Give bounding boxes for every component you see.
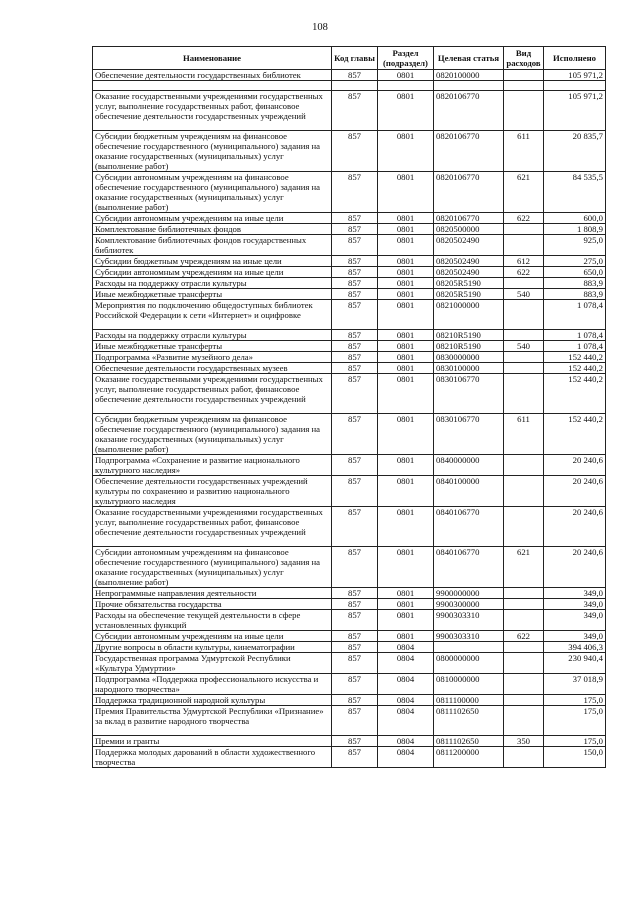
row-code: 857 (332, 414, 378, 455)
row-section: 0801 (378, 476, 434, 507)
row-executed: 37 018,9 (544, 674, 606, 695)
row-code: 857 (332, 330, 378, 341)
table-row (93, 653, 606, 674)
row-section: 0804 (378, 674, 434, 695)
row-section: 0801 (378, 352, 434, 363)
row-executed: 1 078,4 (544, 330, 606, 341)
header-section: Раздел (подраздел) (378, 47, 434, 70)
row-executed: 275,0 (544, 256, 606, 267)
row-section: 0801 (378, 374, 434, 414)
row-target: 9900300000 (434, 599, 504, 610)
row-type (504, 610, 544, 631)
table-row (93, 363, 606, 374)
row-executed: 925,0 (544, 235, 606, 256)
table-body (93, 70, 606, 768)
row-section: 0801 (378, 278, 434, 289)
row-section: 0801 (378, 363, 434, 374)
row-type: 612 (504, 256, 544, 267)
row-name: Другие вопросы в области культуры, кинематографии (93, 642, 332, 653)
table-row (93, 599, 606, 610)
row-section: 0801 (378, 91, 434, 131)
header-type: Вид расходов (504, 47, 544, 70)
table-row (93, 256, 606, 267)
table-row (93, 131, 606, 172)
row-executed: 150,0 (544, 747, 606, 768)
row-code: 857 (332, 267, 378, 278)
row-type (504, 642, 544, 653)
row-type: 621 (504, 547, 544, 588)
table-row (93, 172, 606, 213)
row-executed: 349,0 (544, 599, 606, 610)
row-code: 857 (332, 631, 378, 642)
table-row (93, 91, 606, 131)
row-section: 0804 (378, 653, 434, 674)
row-type (504, 352, 544, 363)
row-target: 0820502490 (434, 267, 504, 278)
table-row (93, 341, 606, 352)
table-row (93, 610, 606, 631)
row-name: Подпрограмма «Поддержка профессионального искусства и народного творчества» (93, 674, 332, 695)
row-type: 622 (504, 213, 544, 224)
row-type (504, 235, 544, 256)
row-target: 0820106770 (434, 213, 504, 224)
row-code: 857 (332, 213, 378, 224)
row-code: 857 (332, 736, 378, 747)
row-target: 0811100000 (434, 695, 504, 706)
row-type (504, 674, 544, 695)
row-target: 0810000000 (434, 674, 504, 695)
row-type (504, 300, 544, 330)
row-executed: 394 406,3 (544, 642, 606, 653)
row-executed: 1 808,9 (544, 224, 606, 235)
row-section: 0801 (378, 631, 434, 642)
table-row (93, 695, 606, 706)
row-section: 0801 (378, 289, 434, 300)
row-executed: 20 240,6 (544, 507, 606, 547)
header-name: Наименование (93, 47, 332, 70)
row-code: 857 (332, 695, 378, 706)
table-row (93, 374, 606, 414)
row-type (504, 363, 544, 374)
row-type (504, 330, 544, 341)
row-name: Субсидии бюджетным учреждениям на финансовое обеспечение государственного (муниципального) задания на оказание государственных (муниципальных) услуг (выполнение работ) (93, 131, 332, 172)
row-name: Субсидии автономным учреждениям на финансовое обеспечение государственного (муниципального) задания на оказание государственных (муниципальных) услуг (выполнение работ) (93, 547, 332, 588)
row-code: 857 (332, 547, 378, 588)
row-executed: 20 240,6 (544, 476, 606, 507)
row-executed: 20 240,6 (544, 455, 606, 476)
row-section: 0801 (378, 341, 434, 352)
row-name: Обеспечение деятельности государственных учреждений культуры по сохранению и развитию национального культурного наследия (93, 476, 332, 507)
row-code: 857 (332, 706, 378, 736)
row-name: Поддержка традиционной народной культуры (93, 695, 332, 706)
row-executed: 883,9 (544, 289, 606, 300)
row-executed: 883,9 (544, 278, 606, 289)
table-row (93, 235, 606, 256)
row-name: Расходы на обеспечение текущей деятельности в сфере установленных функций (93, 610, 332, 631)
table-row (93, 414, 606, 455)
row-target (434, 81, 504, 91)
row-name: Иные межбюджетные трансферты (93, 289, 332, 300)
row-name: Субсидии автономным учреждениям на иные цели (93, 631, 332, 642)
row-name: Комплектование библиотечных фондов (93, 224, 332, 235)
row-section: 0801 (378, 507, 434, 547)
row-section: 0801 (378, 599, 434, 610)
table-row (93, 642, 606, 653)
row-type: 540 (504, 341, 544, 352)
row-section: 0804 (378, 706, 434, 736)
table-row (93, 747, 606, 768)
row-target: 0840100000 (434, 476, 504, 507)
row-code (332, 81, 378, 91)
row-code: 857 (332, 653, 378, 674)
row-type (504, 374, 544, 414)
row-section (378, 81, 434, 91)
row-target: 0821000000 (434, 300, 504, 330)
row-executed (544, 81, 606, 91)
row-name: Прочие обязательства государства (93, 599, 332, 610)
row-executed: 152 440,2 (544, 414, 606, 455)
row-code: 857 (332, 610, 378, 631)
row-type (504, 278, 544, 289)
row-code: 857 (332, 91, 378, 131)
row-code: 857 (332, 642, 378, 653)
row-executed: 1 078,4 (544, 341, 606, 352)
row-type (504, 81, 544, 91)
row-section: 0801 (378, 224, 434, 235)
row-name: Государственная программа Удмуртской Республики «Культура Удмуртии» (93, 653, 332, 674)
row-code: 857 (332, 588, 378, 599)
table-row (93, 300, 606, 330)
row-type: 611 (504, 414, 544, 455)
row-target: 0830106770 (434, 414, 504, 455)
row-section: 0801 (378, 547, 434, 588)
row-executed: 105 971,2 (544, 91, 606, 131)
row-target: 0820106770 (434, 172, 504, 213)
table-row (93, 674, 606, 695)
row-name: Мероприятия по подключению общедоступных библиотек Российской Федерации к сети «Интернет» и оцифровке (93, 300, 332, 330)
header-executed: Исполнено (544, 47, 606, 70)
row-type (504, 588, 544, 599)
row-section: 0804 (378, 642, 434, 653)
row-section: 0801 (378, 455, 434, 476)
table-row (93, 267, 606, 278)
table-row (93, 631, 606, 642)
table-row (93, 81, 606, 91)
row-executed: 175,0 (544, 736, 606, 747)
row-executed: 152 440,2 (544, 352, 606, 363)
row-target: 08210R5190 (434, 341, 504, 352)
row-section: 0801 (378, 131, 434, 172)
table-row (93, 352, 606, 363)
row-section: 0804 (378, 695, 434, 706)
row-target: 0820500000 (434, 224, 504, 235)
row-section: 0801 (378, 610, 434, 631)
row-code: 857 (332, 278, 378, 289)
page-number: 108 (312, 22, 328, 33)
row-executed: 175,0 (544, 706, 606, 736)
row-section: 0804 (378, 747, 434, 768)
row-target: 0840000000 (434, 455, 504, 476)
row-code: 857 (332, 131, 378, 172)
row-target: 0830100000 (434, 363, 504, 374)
row-executed: 349,0 (544, 588, 606, 599)
row-type (504, 91, 544, 131)
row-name: Премии и гранты (93, 736, 332, 747)
row-target (434, 642, 504, 653)
table-row (93, 455, 606, 476)
row-code: 857 (332, 256, 378, 267)
row-type: 611 (504, 131, 544, 172)
row-name: Субсидии бюджетным учреждениям на иные цели (93, 256, 332, 267)
row-target: 0830000000 (434, 352, 504, 363)
row-section: 0801 (378, 256, 434, 267)
table-row (93, 588, 606, 599)
row-name: Оказание государственными учреждениями государственных услуг, выполнение государственных работ, финансовое обеспечение деятельности государственных учреждений (93, 91, 332, 131)
row-section: 0801 (378, 330, 434, 341)
budget-table (92, 46, 606, 768)
row-section: 0801 (378, 267, 434, 278)
row-target: 08205R5190 (434, 289, 504, 300)
row-target: 0840106770 (434, 507, 504, 547)
row-code: 857 (332, 289, 378, 300)
row-name: Субсидии автономным учреждениям на финансовое обеспечение государственного (муниципального) задания на оказание государственных (муниципальных) услуг (выполнение работ) (93, 172, 332, 213)
row-executed: 105 971,2 (544, 70, 606, 81)
row-code: 857 (332, 747, 378, 768)
table-row (93, 736, 606, 747)
row-executed: 20 240,6 (544, 547, 606, 588)
row-executed: 650,0 (544, 267, 606, 278)
row-name: Обеспечение деятельности государственных библиотек (93, 70, 332, 81)
row-section: 0801 (378, 588, 434, 599)
table-header (93, 47, 606, 70)
row-section: 0801 (378, 235, 434, 256)
row-code: 857 (332, 352, 378, 363)
row-code: 857 (332, 224, 378, 235)
row-target: 0830106770 (434, 374, 504, 414)
row-target: 0811200000 (434, 747, 504, 768)
table-row (93, 213, 606, 224)
row-type (504, 476, 544, 507)
row-target: 08205R5190 (434, 278, 504, 289)
row-target: 0800000000 (434, 653, 504, 674)
row-executed: 349,0 (544, 631, 606, 642)
row-name: Подпрограмма «Развитие музейного дела» (93, 352, 332, 363)
row-name: Иные межбюджетные трансферты (93, 341, 332, 352)
row-executed: 152 440,2 (544, 374, 606, 414)
table-row (93, 476, 606, 507)
table-row (93, 224, 606, 235)
row-executed: 1 078,4 (544, 300, 606, 330)
table-row (93, 70, 606, 81)
row-code: 857 (332, 300, 378, 330)
row-executed: 349,0 (544, 610, 606, 631)
row-type (504, 653, 544, 674)
row-code: 857 (332, 476, 378, 507)
row-code: 857 (332, 455, 378, 476)
row-name: Подпрограмма «Сохранение и развитие национального культурного наследия» (93, 455, 332, 476)
row-name: Непрограммные направления деятельности (93, 588, 332, 599)
row-section: 0801 (378, 70, 434, 81)
row-code: 857 (332, 70, 378, 81)
row-target: 9900000000 (434, 588, 504, 599)
row-executed: 84 535,5 (544, 172, 606, 213)
row-target: 0820100000 (434, 70, 504, 81)
row-target: 0820106770 (434, 131, 504, 172)
row-type: 540 (504, 289, 544, 300)
row-type (504, 747, 544, 768)
table-row (93, 289, 606, 300)
row-executed: 600,0 (544, 213, 606, 224)
row-name: Субсидии автономным учреждениям на иные цели (93, 267, 332, 278)
row-target: 08210R5190 (434, 330, 504, 341)
row-name: Премия Правительства Удмуртской Республики «Признание» за вклад в развитие народного творчества (93, 706, 332, 736)
row-target: 0820106770 (434, 91, 504, 131)
row-code: 857 (332, 363, 378, 374)
row-name: Оказание государственными учреждениями государственных услуг, выполнение государственных работ, финансовое обеспечение деятельности государственных учреждений (93, 374, 332, 414)
row-type: 621 (504, 172, 544, 213)
table-row (93, 330, 606, 341)
table-row (93, 706, 606, 736)
row-code: 857 (332, 235, 378, 256)
row-type: 622 (504, 267, 544, 278)
row-target: 0820502490 (434, 235, 504, 256)
row-section: 0801 (378, 300, 434, 330)
row-name: Субсидии автономным учреждениям на иные цели (93, 213, 332, 224)
row-section: 0804 (378, 736, 434, 747)
row-target: 0811102650 (434, 706, 504, 736)
row-target: 0820502490 (434, 256, 504, 267)
row-executed: 20 835,7 (544, 131, 606, 172)
row-name: Обеспечение деятельности государственных музеев (93, 363, 332, 374)
row-type (504, 455, 544, 476)
row-type (504, 695, 544, 706)
row-code: 857 (332, 674, 378, 695)
row-target: 9900303310 (434, 610, 504, 631)
row-section: 0801 (378, 213, 434, 224)
row-target: 0811102650 (434, 736, 504, 747)
row-executed: 152 440,2 (544, 363, 606, 374)
row-type (504, 706, 544, 736)
header-code: Код главы (332, 47, 378, 70)
row-name: Расходы на поддержку отрасли культуры (93, 278, 332, 289)
row-type (504, 507, 544, 547)
header-target: Целевая статья (434, 47, 504, 70)
row-name: Комплектование библиотечных фондов государственных библиотек (93, 235, 332, 256)
row-type: 350 (504, 736, 544, 747)
row-code: 857 (332, 507, 378, 547)
row-section: 0801 (378, 172, 434, 213)
row-name: Субсидии бюджетным учреждениям на финансовое обеспечение государственного (муниципального) задания на оказание государственных (муниципальных) услуг (выполнение работ) (93, 414, 332, 455)
row-name: Расходы на поддержку отрасли культуры (93, 330, 332, 341)
row-type (504, 599, 544, 610)
row-executed: 175,0 (544, 695, 606, 706)
row-type (504, 224, 544, 235)
row-code: 857 (332, 172, 378, 213)
row-code: 857 (332, 341, 378, 352)
row-target: 0840106770 (434, 547, 504, 588)
row-target: 9900303310 (434, 631, 504, 642)
row-section: 0801 (378, 414, 434, 455)
row-code: 857 (332, 599, 378, 610)
table-row (93, 507, 606, 547)
row-code: 857 (332, 374, 378, 414)
row-type: 622 (504, 631, 544, 642)
row-name: Оказание государственными учреждениями государственных услуг, выполнение государственных работ, финансовое обеспечение деятельности государственных учреждений (93, 507, 332, 547)
table-row (93, 278, 606, 289)
row-type (504, 70, 544, 81)
row-executed: 230 940,4 (544, 653, 606, 674)
row-name: Поддержка молодых дарований в области художественного творчества (93, 747, 332, 768)
table-row (93, 547, 606, 588)
row-name (93, 81, 332, 91)
